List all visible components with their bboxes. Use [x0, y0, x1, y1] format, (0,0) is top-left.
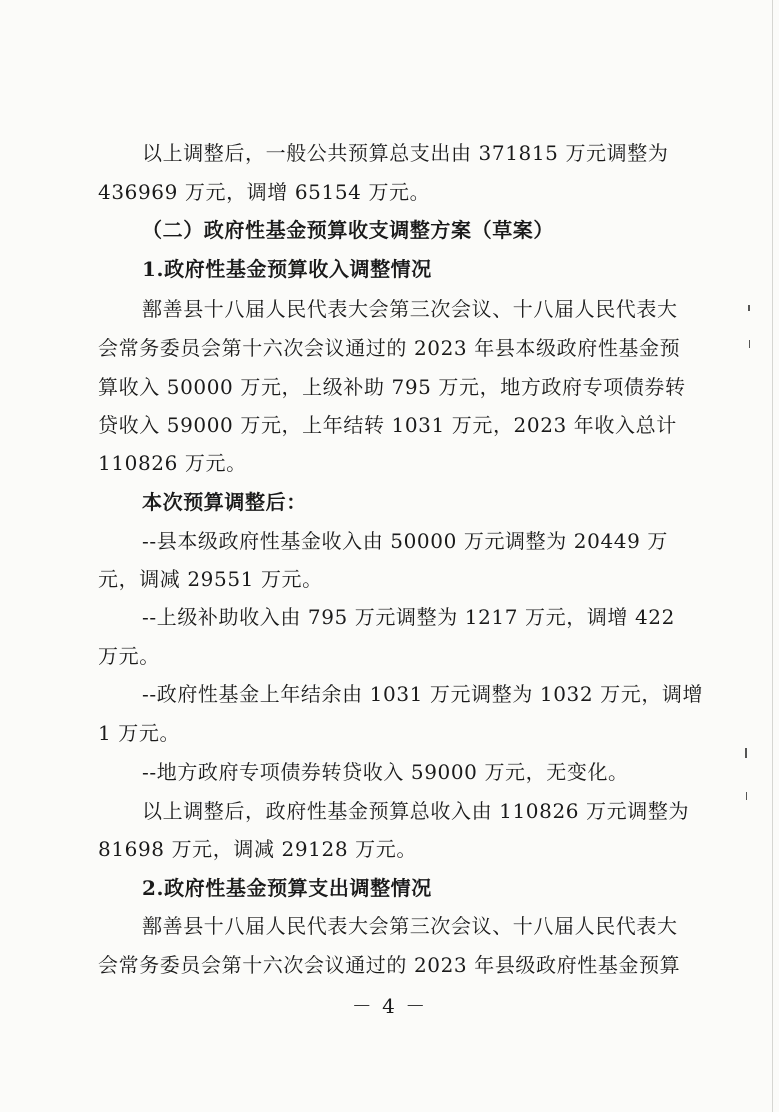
- text-line-14: 万元。: [98, 644, 160, 668]
- text-line-21: 鄯善县十八届人民代表大会第三次会议、十八届人民代表大: [142, 914, 678, 938]
- subsection-heading-2: 2.政府性基金预算支出调整情况: [142, 876, 432, 900]
- adjustment-heading: 本次预算调整后：: [142, 490, 307, 514]
- scan-mark: [749, 340, 750, 348]
- text-line-16: 1 万元。: [98, 721, 181, 745]
- scan-mark: [745, 748, 747, 758]
- text-line-18: 以上调整后，政府性基金预算总收入由 110826 万元调整为: [142, 799, 690, 823]
- text-line-1: 以上调整后，一般公共预算总支出由 371815 万元调整为: [142, 141, 669, 165]
- text-line-12: 元，调减 29551 万元。: [98, 567, 323, 591]
- section-heading: （二）政府性基金预算收支调整方案（草案）: [142, 218, 554, 242]
- scan-mark: [746, 792, 747, 800]
- text-line-9: 110826 万元。: [98, 451, 247, 475]
- subsection-heading-1: 1.政府性基金预算收入调整情况: [142, 257, 432, 281]
- text-line-17: --地方政府专项债券转贷收入 59000 万元，无变化。: [142, 760, 629, 784]
- scan-mark: [748, 305, 750, 311]
- page-number: － 4 －: [351, 994, 428, 1018]
- text-line-2: 436969 万元，调增 65154 万元。: [98, 180, 431, 204]
- text-line-13: --上级补助收入由 795 万元调整为 1217 万元，调增 422: [142, 605, 675, 629]
- text-line-19: 81698 万元，调减 29128 万元。: [98, 837, 417, 861]
- text-line-8: 贷收入 59000 万元，上年结转 1031 万元，2023 年收入总计: [98, 413, 677, 437]
- text-line-7: 算收入 50000 万元，上级补助 795 万元，地方政府专项债券转: [98, 375, 686, 399]
- text-line-22: 会常务委员会第十六次会议通过的 2023 年县级政府性基金预算: [98, 953, 681, 977]
- text-line-5: 鄯善县十八届人民代表大会第三次会议、十八届人民代表大: [142, 297, 678, 321]
- text-line-15: --政府性基金上年结余由 1031 万元调整为 1032 万元，调增: [142, 682, 704, 706]
- text-line-6: 会常务委员会第十六次会议通过的 2023 年县本级政府性基金预: [98, 336, 681, 360]
- page-edge-line: [772, 0, 773, 1112]
- text-line-11: --县本级政府性基金收入由 50000 万元调整为 20449 万: [142, 529, 668, 553]
